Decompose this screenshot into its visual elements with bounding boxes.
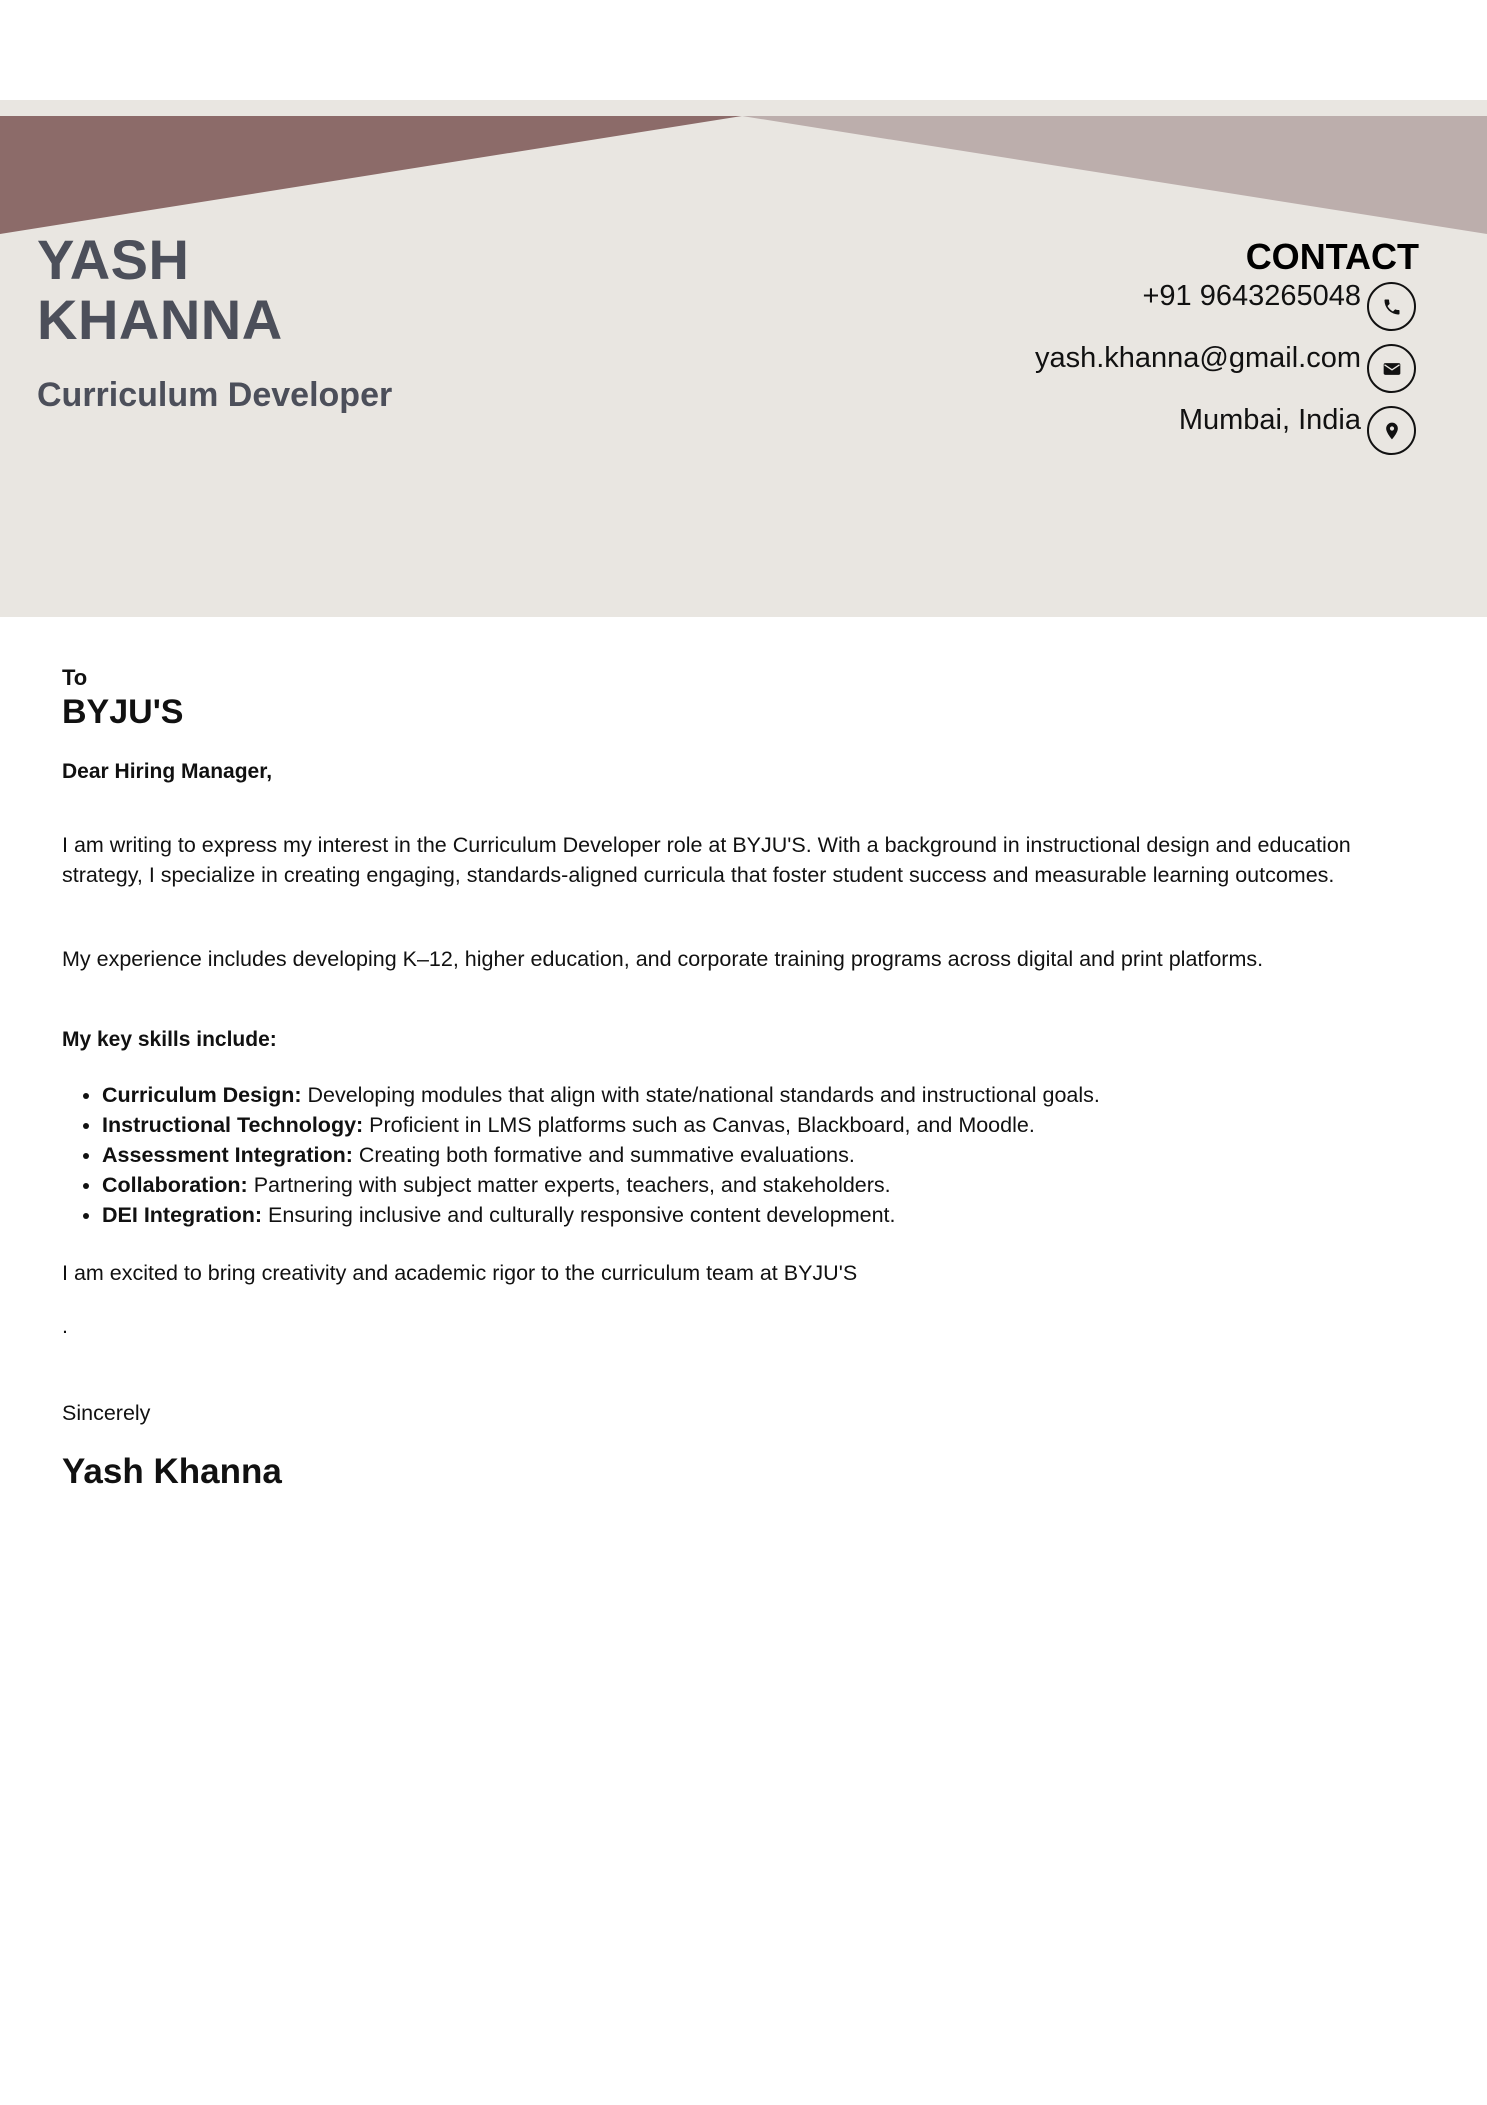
closing-paragraph: I am excited to bring creativity and academic rigor to the curriculum team at BYJU'S xyxy=(62,1261,858,1285)
sign-off: Sincerely xyxy=(62,1401,151,1425)
skill-text: Creating both formative and summative evaluations. xyxy=(352,1143,855,1167)
skill-text: Partnering with subject matter experts, teachers, and stakeholders. xyxy=(247,1173,891,1197)
phone-icon xyxy=(1367,282,1416,331)
contact-location xyxy=(1035,402,1419,464)
skills-title: My key skills include: xyxy=(62,1028,277,1051)
skill-text: Developing modules that align with state/national standards and instructional goals. xyxy=(301,1083,1100,1107)
skill-label: Assessment Integration: xyxy=(102,1143,353,1167)
name-block xyxy=(37,230,392,415)
contact-email-text[interactable]: yash.khanna@gmail.com xyxy=(1034,342,1361,374)
job-title: Curriculum Developer xyxy=(37,376,393,414)
first-name: YASH xyxy=(37,228,190,291)
salutation: Dear Hiring Manager, xyxy=(62,760,273,783)
skill-item xyxy=(102,1200,1422,1230)
letter-body xyxy=(62,665,1422,1492)
header-decoration xyxy=(0,100,1487,235)
envelope-icon xyxy=(1367,344,1416,393)
skills-list xyxy=(62,1080,1422,1230)
to-label: To xyxy=(62,665,88,690)
map-pin-icon xyxy=(1367,406,1416,455)
skill-item xyxy=(102,1080,1422,1110)
dark-accent-shape xyxy=(0,116,742,234)
skill-item xyxy=(102,1110,1422,1140)
contact-email xyxy=(1035,340,1419,402)
signature-name: Yash Khanna xyxy=(62,1452,282,1491)
top-strip xyxy=(0,100,1487,116)
skill-label: Instructional Technology: xyxy=(102,1113,364,1137)
closing-dot: . xyxy=(62,1314,68,1338)
recipient-company: BYJU'S xyxy=(62,693,184,731)
last-name: KHANNA xyxy=(37,288,283,351)
skill-item xyxy=(102,1170,1422,1200)
contact-block xyxy=(1035,236,1419,464)
contact-title: CONTACT xyxy=(1245,236,1419,277)
skill-item xyxy=(102,1140,1422,1170)
contact-phone xyxy=(1035,278,1419,340)
contact-location-text: Mumbai, India xyxy=(1178,404,1361,436)
skill-label: DEI Integration: xyxy=(102,1203,263,1227)
intro-paragraph: I am writing to express my interest in the Curriculum Developer role at BYJU'S. With a background in instructional design and education strategy, I specialize in creating engaging, standards-aligned curricula that foster student success and measurable learning outcomes. xyxy=(62,833,1351,887)
skill-text: Ensuring inclusive and culturally responsive content development. xyxy=(262,1203,896,1227)
light-accent-shape xyxy=(742,116,1487,234)
contact-phone-text[interactable]: +91 9643265048 xyxy=(1142,280,1361,312)
skill-label: Collaboration: xyxy=(102,1173,248,1197)
skill-text: Proficient in LMS platforms such as Canvas, Blackboard, and Moodle. xyxy=(363,1113,1035,1137)
header-band xyxy=(0,100,1487,617)
skill-label: Curriculum Design: xyxy=(102,1083,302,1107)
experience-paragraph: My experience includes developing K–12, higher education, and corporate training programs across digital and print platforms. xyxy=(62,947,1264,971)
